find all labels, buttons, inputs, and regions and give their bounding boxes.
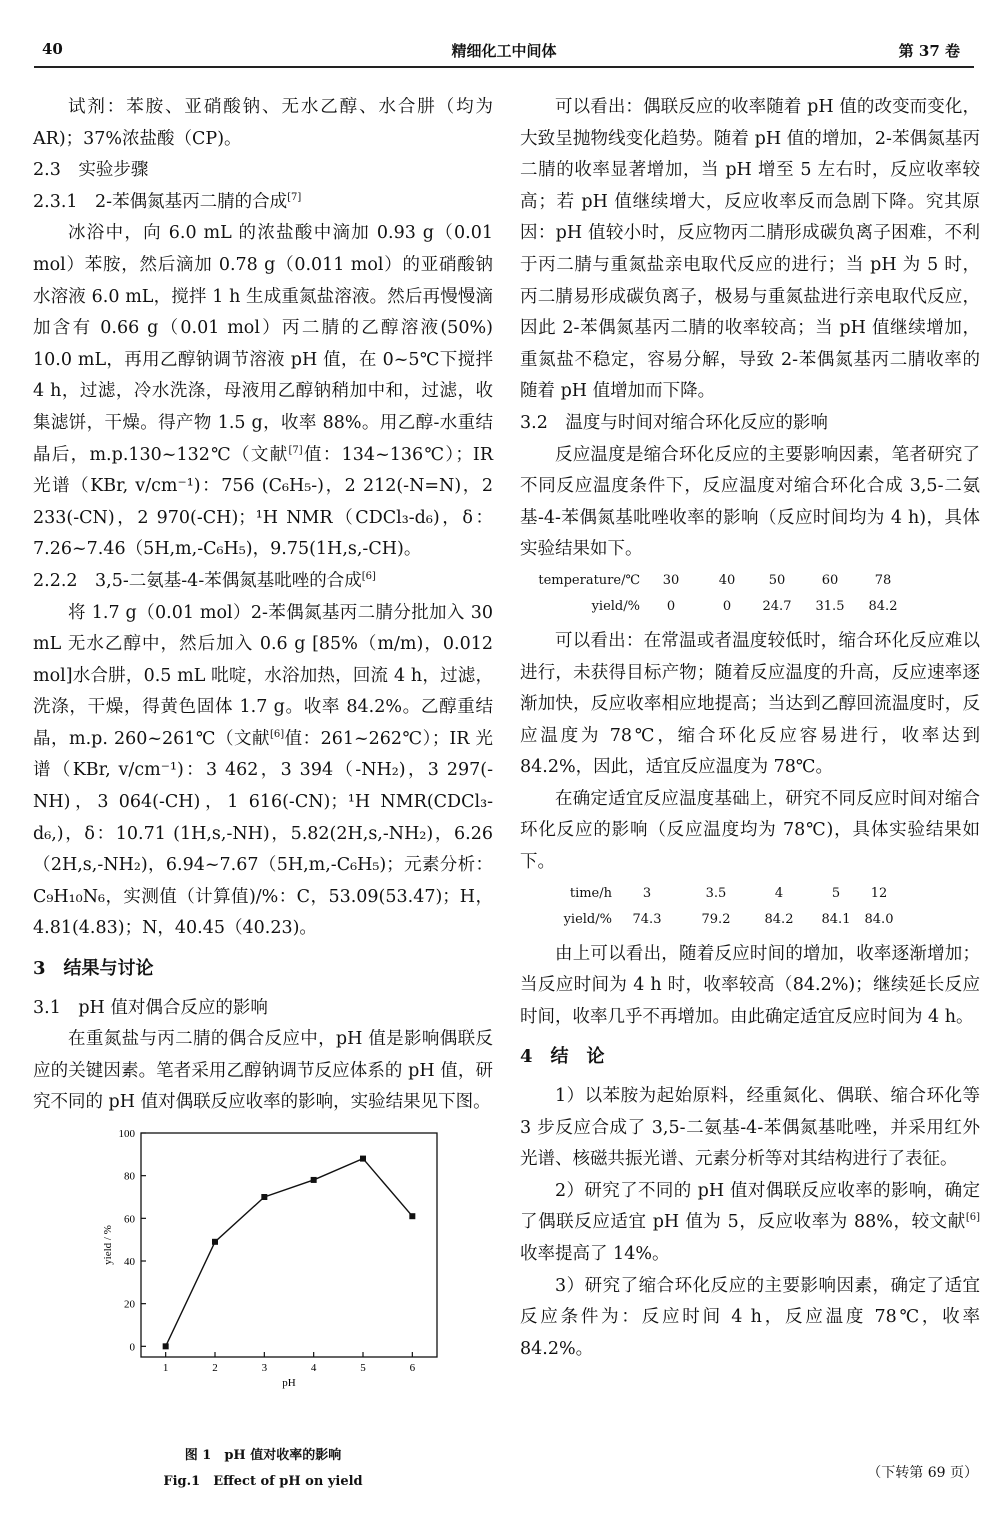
y-tick-label: 60 xyxy=(124,1213,135,1226)
data-point xyxy=(360,1156,366,1162)
y-tick-label: 100 xyxy=(118,1128,135,1140)
left-column xyxy=(33,92,493,1495)
temperature-table xyxy=(520,568,980,620)
citation: [7] xyxy=(287,191,302,203)
time-discussion: 由上可以看出，随着反应时间的增加，收率逐渐增加；当反应时间为 4 h 时，收率较高（84.2%)；继续延长反应时间，收率几乎不再增加。由此确定适宜反应时间为 4 h。 xyxy=(520,943,980,1027)
data-point xyxy=(261,1194,267,1200)
conclusion-3: 3）研究了缩合环化反应的主要影响因素，确定了适宜反应条件为：反应时间 4 h，反应温度 78℃，收率84.2%。 xyxy=(520,1275,980,1359)
table-cell: 0 xyxy=(722,598,732,614)
section-heading-3: 3 结果与讨论 xyxy=(33,958,154,980)
table-row xyxy=(520,907,980,933)
section-heading-2-3-1 xyxy=(33,187,493,219)
plot-frame xyxy=(141,1133,437,1357)
table-cell: 5 xyxy=(831,885,841,901)
table-cell: 3.5 xyxy=(705,885,727,901)
x-tick-label: 3 xyxy=(261,1362,268,1374)
table-row-label: time/h xyxy=(569,885,612,901)
table-cell: 84.2 xyxy=(764,911,794,927)
heading-text: 2.2.2 3,5-二氨基-4-苯偶氮基吡唑的合成 xyxy=(33,570,362,591)
x-tick-label: 1 xyxy=(162,1362,169,1374)
conclusion-1: 1）以苯胺为起始原料，经重氮化、偶联、缩合环化等 3 步反应合成了 3,5-二氨基-4-苯偶氮基吡唑，并采用红外光谱、核磁共振光谱、元素分析等对其结构进行了表征。 xyxy=(520,1086,980,1170)
data-point xyxy=(311,1177,317,1183)
x-tick-label: 5 xyxy=(360,1362,366,1374)
procedure-paragraph-1 xyxy=(33,218,493,566)
table-cell: 3 xyxy=(642,885,652,901)
x-tick-label: 4 xyxy=(310,1362,317,1374)
data-point xyxy=(409,1213,415,1219)
conclusion-2 xyxy=(520,1176,980,1271)
table-cell: 0 xyxy=(666,598,676,614)
section-heading-2-2-2 xyxy=(33,566,493,598)
table-row-label: temperature/℃ xyxy=(538,572,640,588)
ph-yield-chart xyxy=(33,1121,493,1443)
page-number: 40 xyxy=(42,40,63,58)
section-heading-4: 4 结 论 xyxy=(520,1046,605,1068)
table-row xyxy=(520,594,980,620)
paragraph-text: 将 1.7 g（0.01 mol）2-苯偶氮基丙二腈分批加入 30 mL 无水乙醇中，然后加入 0.6 g [85%（m/m)，0.012 mol]水合肼，0.5 mL 吡啶，水浴加热，回流 4 h，过滤，洗涤，干燥，得黄色固体 1.7 g。收率 84.2%。乙醇重结晶，m.p. 260~261℃（文献 xyxy=(33,602,493,749)
header-rule xyxy=(34,66,974,68)
table-cell: 79.2 xyxy=(701,911,731,927)
time-paragraph: 在确定适宜反应温度基础上，研究不同反应时间对缩合环化反应的影响（反应温度均为 78℃)，具体实验结果如下。 xyxy=(520,788,980,873)
x-tick-label: 6 xyxy=(409,1362,416,1374)
table-row-label: yield/% xyxy=(563,911,612,927)
paragraph-text: 2）研究了不同的 pH 值对偶联反应收率的影响，确定了偶联反应适宜 pH 值为 5，反应收率为 88%，较文献 xyxy=(520,1180,980,1233)
reagents-paragraph: 试剂：苯胺、亚硝酸钠、无水乙醇、水合肼（均为 AR)；37%浓盐酸（CP)。 xyxy=(33,97,493,149)
y-tick-label: 20 xyxy=(124,1298,135,1311)
section-heading-2-3: 2.3 实验步骤 xyxy=(33,160,149,181)
citation: [6] xyxy=(361,571,376,583)
section-heading-3-2: 3.2 温度与时间对缩合环化反应的影响 xyxy=(520,412,828,433)
citation: [7] xyxy=(288,444,303,456)
table-cell: 24.7 xyxy=(762,598,792,614)
table-cell: 4 xyxy=(774,885,784,901)
table-cell: 12 xyxy=(870,885,888,901)
heading-text: 2.3.1 2-苯偶氮基丙二腈的合成 xyxy=(33,191,288,212)
table-cell: 60 xyxy=(821,572,839,588)
y-axis-label: yield / % xyxy=(102,1225,114,1265)
page-header xyxy=(34,38,974,62)
table-cell: 40 xyxy=(718,572,736,588)
data-point xyxy=(212,1239,218,1245)
ph-discussion-paragraph: 可以看出：偶联反应的收率随着 pH 值的改变而变化，大致呈抛物线变化趋势。随着 pH 值的增加，2-苯偶氮基丙二腈的收率显著增加，当 pH 增至 5 左右时，反应收率较高；若 pH 值继续增大，反应收率反而急剧下降。究其原因：pH 值较小时，反应物丙二腈形成碳负离子困难，不利于丙二腈与重氮盐亲电取代反应的进行；当 pH 为 5 时，丙二腈易形成碳负离子，极易与重氮盐进行亲电取代反应，因此 2-苯偶氮基丙二腈的收率较高；当 pH 值继续增加，重氮盐不稳定，容易分解，导致 2-苯偶氮基丙二腈收率的随着 pH 值增加而下降。 xyxy=(520,97,980,402)
y-tick-label: 80 xyxy=(124,1170,135,1183)
temperature-paragraph: 反应温度是缩合环化反应的主要影响因素，笔者研究了不同反应温度条件下，反应温度对缩合环化合成 3,5-二氨基-4-苯偶氮基吡唑收率的影响（反应时间均为 4 h)，具体实验结果如下。 xyxy=(520,444,980,560)
table-cell: 84.1 xyxy=(821,911,851,927)
citation: [6] xyxy=(965,1212,980,1224)
table-cell: 78 xyxy=(874,572,892,588)
data-point xyxy=(163,1343,169,1349)
table-cell: 30 xyxy=(662,572,680,588)
paragraph-text: 值：134~136℃）；IR 光谱（KBr, v/cm⁻¹)：756 (C₆H₅-)，2 212(-N=N)，2 233(-CN)，2 970(-CH)；¹H NMR（CDCl₃-d₆)，δ：7.26~7.46（5H,m,-C₆H₅)，9.75(1H,s,-CH)。 xyxy=(33,444,494,560)
x-axis-label: pH xyxy=(282,1377,296,1389)
paragraph-text: 冰浴中，向 6.0 mL 的浓盐酸中滴加 0.93 g（0.01 mol）苯胺，然后滴加 0.78 g（0.011 mol）的亚硝酸钠水溶液 6.0 mL，搅拌 1 h 生成重氮盐溶液。然后再慢慢滴加含有 0.66 g（0.01 mol）丙二腈的乙醇溶液(50%) 10.0 mL，再用乙醇钠调节溶液 pH 值，在 0~5℃下搅拌 4 h，过滤，冷水洗涤，母液用乙醇钠稍加中和，过滤，收集滤饼，干燥。得产物 1.5 g，收率 88%。用乙醇-水重结晶后，m.p.130~132℃（文献 xyxy=(33,223,493,465)
citation: [6] xyxy=(269,729,285,741)
figure-caption-en: Fig.1 Effect of pH on yield xyxy=(163,1474,363,1489)
y-tick-label: 0 xyxy=(129,1341,135,1354)
table-cell: 50 xyxy=(768,572,786,588)
time-table xyxy=(520,881,980,933)
right-column xyxy=(520,92,980,1365)
x-tick-label: 2 xyxy=(212,1362,218,1374)
chart-svg xyxy=(33,1121,493,1389)
table-row xyxy=(520,568,980,594)
temperature-discussion: 可以看出：在常温或者温度较低时，缩合环化反应难以进行，未获得目标产物；随着反应温度的升高，反应速率逐渐加快，反应收率相应地提高；当达到乙醇回流温度时，反应温度为 78℃，缩合环化反应容易进行，收率达到 84.2%，因此，适宜反应温度为 78℃。 xyxy=(520,630,980,778)
figure-caption-cn: 图 1 pH 值对收率的影响 xyxy=(184,1448,342,1463)
y-tick-label: 40 xyxy=(124,1256,135,1268)
table-cell: 31.5 xyxy=(815,598,845,614)
series-line xyxy=(166,1159,413,1347)
table-cell: 74.3 xyxy=(632,911,662,927)
table-cell: 84.0 xyxy=(864,911,894,927)
journal-title: 精细化工中间体 xyxy=(451,42,557,60)
table-row xyxy=(520,881,980,907)
continued-note: （下转第 69 页） xyxy=(867,1465,978,1481)
table-row-label: yield/% xyxy=(591,598,640,614)
section-heading-3-1: 3.1 pH 值对偶合反应的影响 xyxy=(33,997,268,1018)
paragraph-text: 值：261~262℃）；IR 光谱（KBr, v/cm⁻¹)：3 462，3 394（-NH₂)，3 297(-NH)，3 064(-CH)，1 616(-CN)；¹H NMR(CDCl₃-d₆,)，δ：10.71 (1H,s,-NH)，5.82(2H,s,-NH₂)，6.26（2H,s,-NH₂)，6.94~7.67（5H,m,-C₆H₅)；元素分析：C₉H₁₀N₆，实测值（计算值)/%：C，53.09(53.47)；H，4.81(4.83)；N，40.45（40.23)。 xyxy=(33,728,493,939)
table-cell: 84.2 xyxy=(868,598,898,614)
ph-paragraph: 在重氮盐与丙二腈的偶合反应中，pH 值是影响偶联反应的关键因素。笔者采用乙醇钠调节反应体系的 pH 值，研究不同的 pH 值对偶联反应收率的影响，实验结果见下图。 xyxy=(33,1029,493,1113)
procedure-paragraph-2 xyxy=(33,598,493,946)
volume-label: 第 37 卷 xyxy=(898,42,960,60)
paragraph-text: 收率提高了 14%。 xyxy=(520,1244,670,1264)
